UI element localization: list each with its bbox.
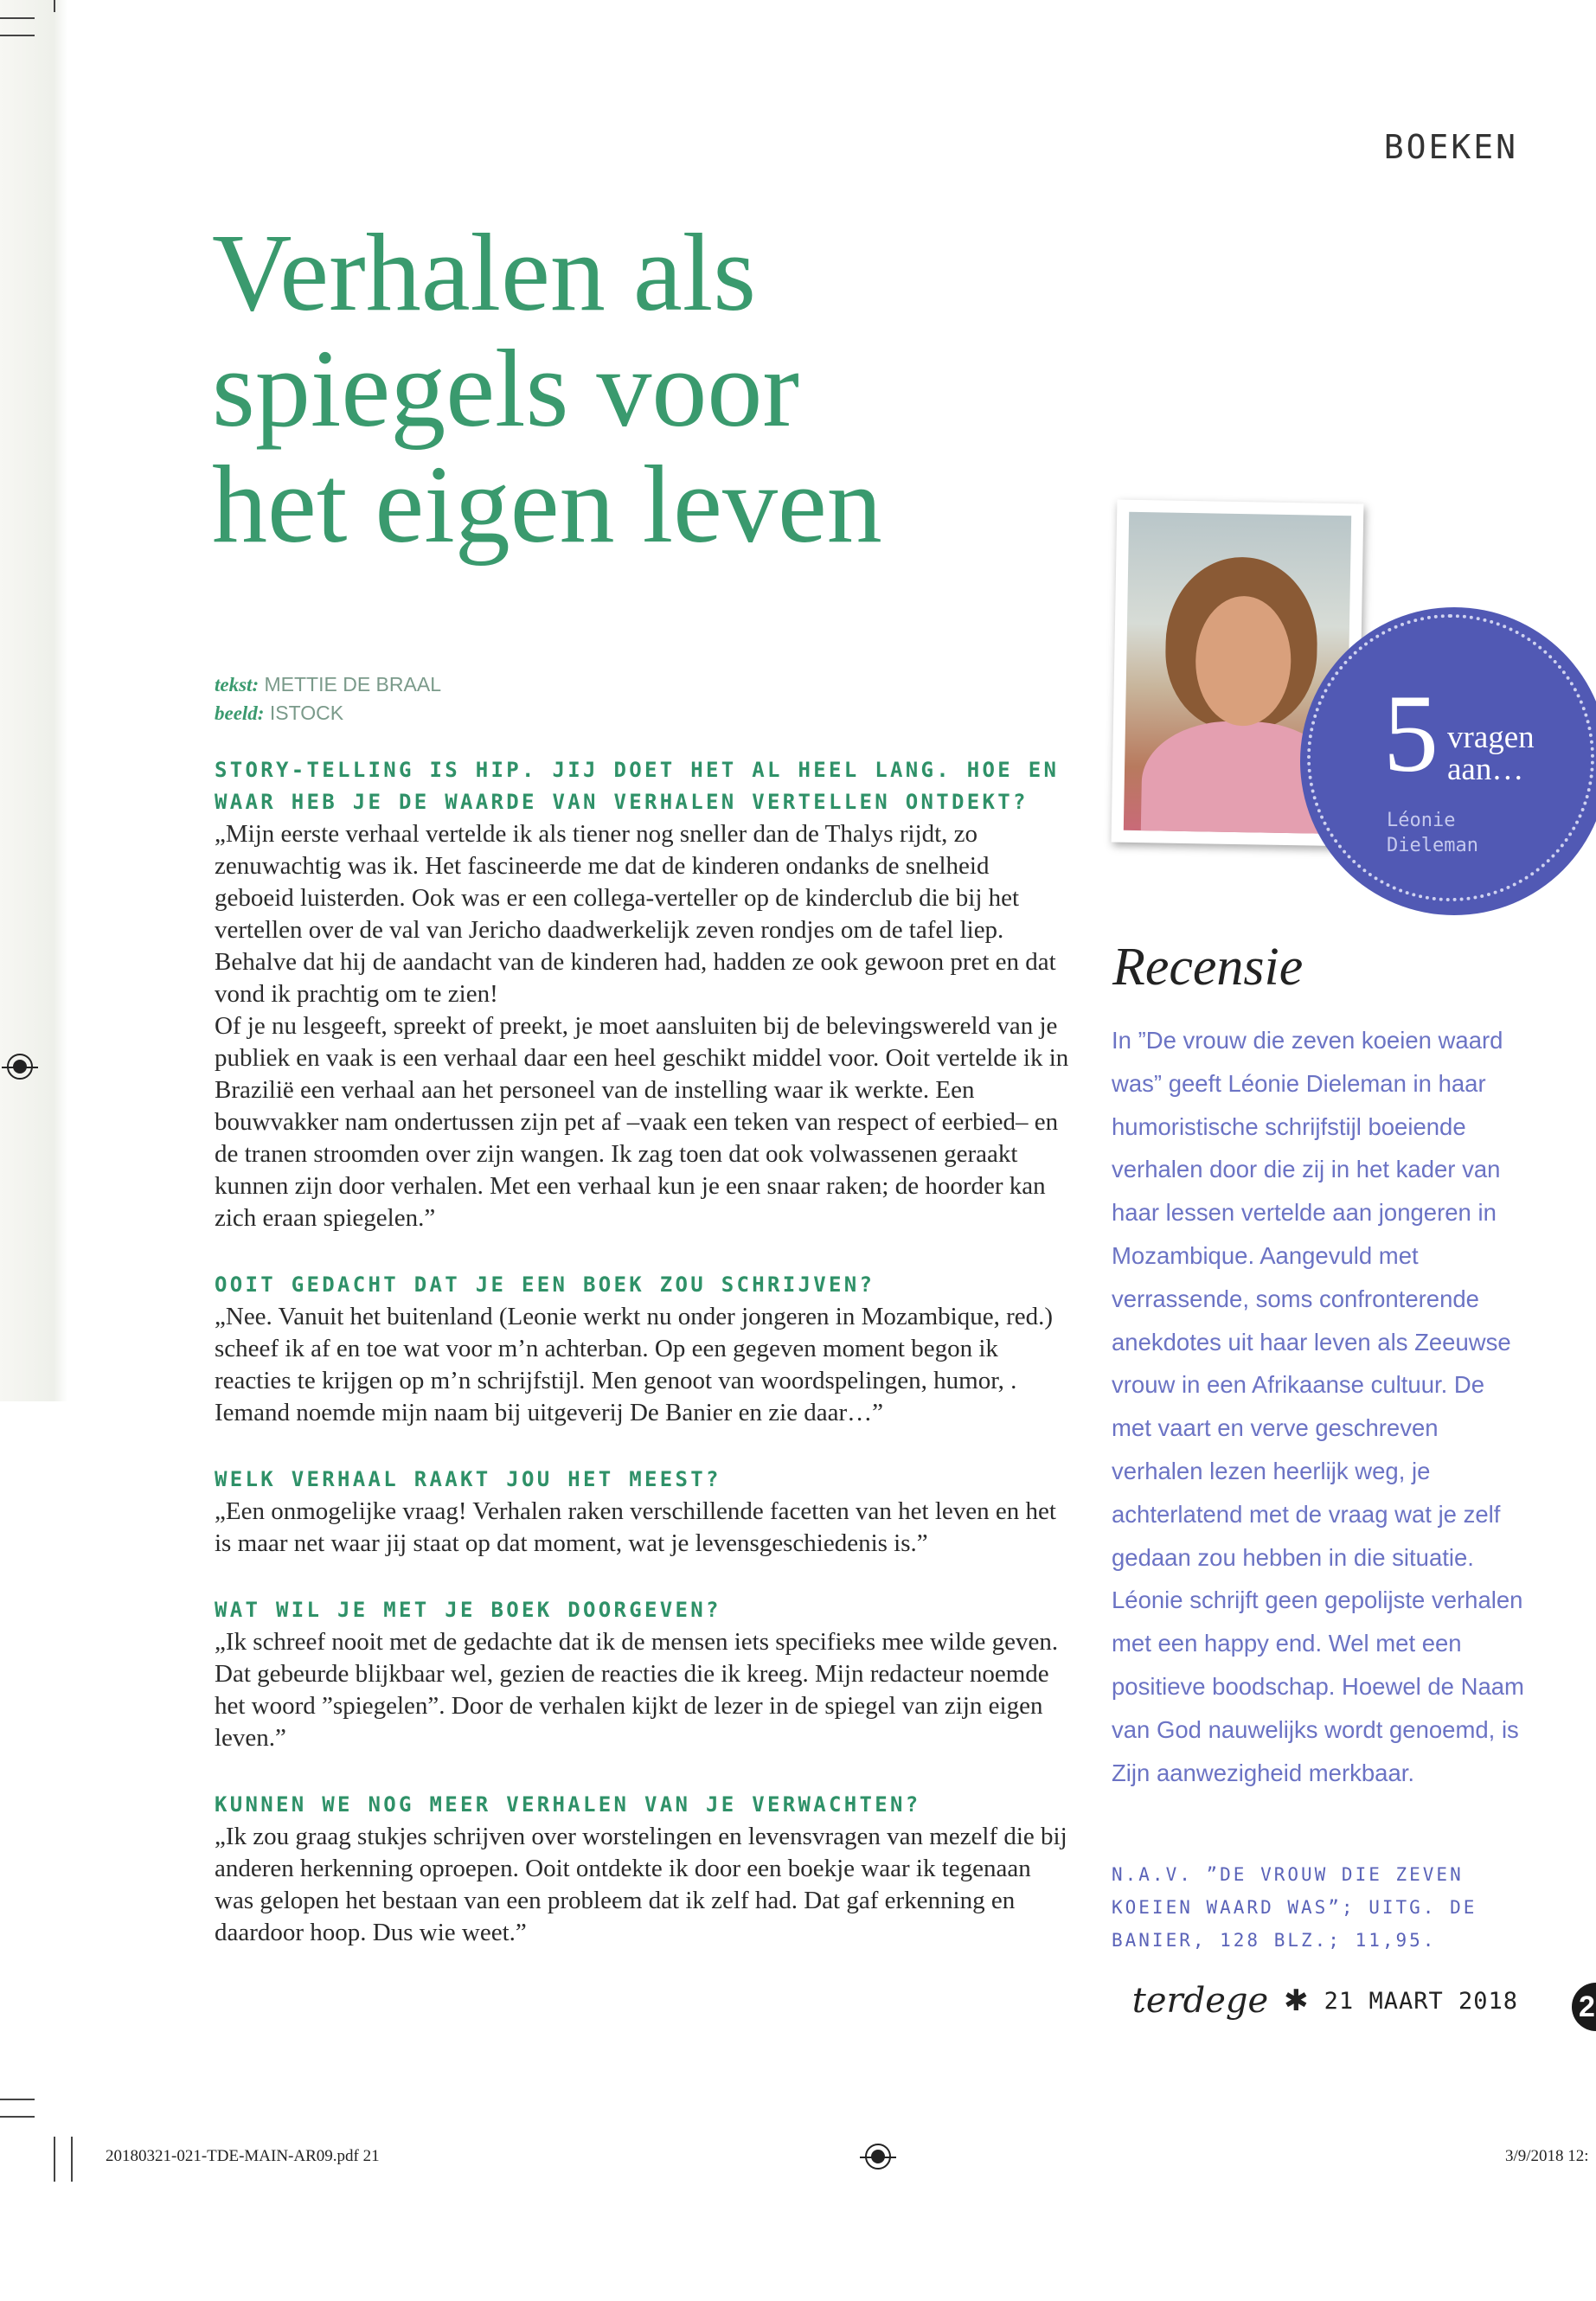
question: WELK VERHAAL RAAKT JOU HET MEEST? xyxy=(215,1467,721,1491)
qa-block xyxy=(215,754,1073,1234)
badge-name-line: Léonie xyxy=(1387,810,1456,831)
credit-image xyxy=(215,699,441,727)
answer: „Ik zou graag stukjes schrijven over worstelingen en levensvragen van mezelf die bij anderen herkenning oproepen. Ooit ontdekte ik door een boekje waar ik tegenaan was gelopen het bestaan van een probleem dat ik zelf had. Dat gaf erkenning en daardoor hoop. Dus wie weet.” xyxy=(215,1823,1067,1946)
page-edge-strip xyxy=(0,0,67,1401)
print-slug-file: 20180321-021-TDE-MAIN-AR09.pdf 21 xyxy=(106,2147,380,2165)
qa-block xyxy=(215,1464,1073,1560)
question: KUNNEN WE NOG MEER VERHALEN VAN JE VERWACHTEN? xyxy=(215,1792,921,1817)
answer: „Mijn eerste verhaal vertelde ik als tiener nog sneller dan de Thalys rijdt, zo zenuwachtig was ik. Het fascineerde me dat de kinderen ondanks de snelheid geboeid luisterden. Ook was er een collega-verteller op de kinderclub die bij het vertellen over de val van Jericho daadwerkelijk zeven rondjes om de tafel liep. Behalve dat hij de aandacht van de kinderen had, hadden ze ook gewoon pret en dat vond ik prachtig om te zien! xyxy=(215,820,1056,1008)
credits xyxy=(215,670,441,727)
question: OOIT GEDACHT DAT JE EEN BOEK ZOU SCHRIJVEN? xyxy=(215,1272,875,1297)
headline-line: het eigen leven xyxy=(212,443,882,566)
five-questions-badge xyxy=(1300,607,1596,915)
question: WAT WIL JE MET JE BOEK DOORGEVEN? xyxy=(215,1598,721,1622)
review-body: In ”De vrouw die zeven koeien waard was” geeft Léonie Dieleman in haar humoristische schrijfstijl boeiende verhalen door die zij in het kader van haar lessen vertelde aan jongeren in Mozambique. Aangevuld met verrassende, soms confronterende anekdotes uit haar leven als Zeeuwse vrouw in een Afrikaanse cultuur. De met vaart en verve geschreven verhalen lezen heerlijk weg, je achterlatend met de vraag wat je zelf gedaan zou hebben in die situatie. Léonie schrijft geen gepolijste verhalen met een happy end. Wel met een positieve boodschap. Hoewel de Naam van God nauwelijks wordt genoemd, is Zijn aanwezigheid merkbaar. xyxy=(1112,1027,1524,1786)
badge-name-line: Dieleman xyxy=(1387,835,1478,856)
headline xyxy=(212,211,1077,566)
answer: „Nee. Vanuit het buitenland (Leonie werkt nu onder jongeren in Mozambique, red.) scheef ik af en toe wat voor m’n achterban. Op een gegeven moment begon ik reacties te krijgen op m’n schrijfstijl. Men genoot van woordspelingen, humor, . Iemand noemde mijn naam bij uitgeverij De Banier en zie daar…” xyxy=(215,1303,1054,1426)
badge-person-name xyxy=(1387,808,1478,858)
credit-image-value: ISTOCK xyxy=(269,702,344,724)
print-slug-date: 3/9/2018 12: xyxy=(1505,2147,1589,2165)
page-number: 2 xyxy=(1572,1983,1596,2031)
crop-mark xyxy=(0,35,35,36)
credit-text-label: tekst: xyxy=(215,674,260,695)
crop-mark xyxy=(54,2137,55,2182)
badge-number: 5 xyxy=(1383,672,1439,795)
registration-mark-icon xyxy=(865,2144,891,2170)
headline-line: Verhalen als xyxy=(212,211,757,334)
book-details: N.A.V. ”DE VROUW DIE ZEVEN KOEIEN WAARD WAS”; UITG. DE BANIER, 128 BLZ.; 11,95. xyxy=(1112,1864,1477,1951)
badge-caption xyxy=(1447,721,1535,785)
question: STORY-TELLING IS HIP. JIJ DOET HET AL HEEL LANG. HOE EN WAAR HEB JE DE WAARDE VAN VERHALEN VERTELLEN ONTDEKT? xyxy=(215,758,1060,814)
crop-mark xyxy=(54,0,55,12)
answer: „Een onmogelijke vraag! Verhalen raken verschillende facetten van het leven en het is maar net waar jij staat op dat moment, wat je levensgeschiedenis is.” xyxy=(215,1497,1056,1557)
issue-date: 21 MAART 2018 xyxy=(1324,1987,1518,2015)
crop-mark xyxy=(0,17,35,19)
headline-line: spiegels voor xyxy=(212,327,799,450)
section-label: BOEKEN xyxy=(1383,128,1518,166)
badge-caption-line: vragen xyxy=(1447,720,1535,755)
interview-body xyxy=(215,754,1073,1984)
crop-mark xyxy=(0,2099,35,2100)
answer: Of je nu lesgeeft, spreekt of preekt, je moet aansluiten bij de belevingswereld van je publiek en vaak is een verhaal daar een heel geschikt middel voor. Ooit vertelde ik in Brazilië een verhaal aan het personeel van de instelling waar ik werkte. Een bouwvakker nam ondertussen zijn pet af –vaak een teken van respect of eerbied– en de tranen stroomden over zijn wangen. Ik zag toen dat ook volwassenen geraakt kunnen zijn door verhalen. Met een verhaal kun je een snaar raken; de hoorder kan zich eraan spiegelen.” xyxy=(215,1012,1069,1232)
asterisk-icon: ✱ xyxy=(1284,1984,1309,2018)
badge-caption-line: aan… xyxy=(1447,752,1524,787)
crop-mark xyxy=(71,2137,73,2182)
page-footer xyxy=(1132,1981,1518,2021)
qa-block xyxy=(215,1269,1073,1429)
registration-mark-icon xyxy=(7,1054,33,1080)
review-title: Recensie xyxy=(1112,938,1304,997)
answer: „Ik schreef nooit met de gedachte dat ik de mensen iets specifieks mee wilde geven. Dat gebeurde blijkbaar wel, gezien de reacties die ik kreeg. Mijn redacteur noemde het woord ”spiegelen”. Door de verhalen kijkt de lezer in de spiegel van zijn eigen leven.” xyxy=(215,1628,1059,1752)
crop-mark xyxy=(0,2116,35,2118)
credit-image-label: beeld: xyxy=(215,702,265,724)
credit-text-value: METTIE DE BRAAL xyxy=(264,673,441,695)
magazine-logo: terdege xyxy=(1131,1981,1269,2021)
credit-text xyxy=(215,670,441,699)
qa-block xyxy=(215,1594,1073,1754)
qa-block xyxy=(215,1789,1073,1949)
